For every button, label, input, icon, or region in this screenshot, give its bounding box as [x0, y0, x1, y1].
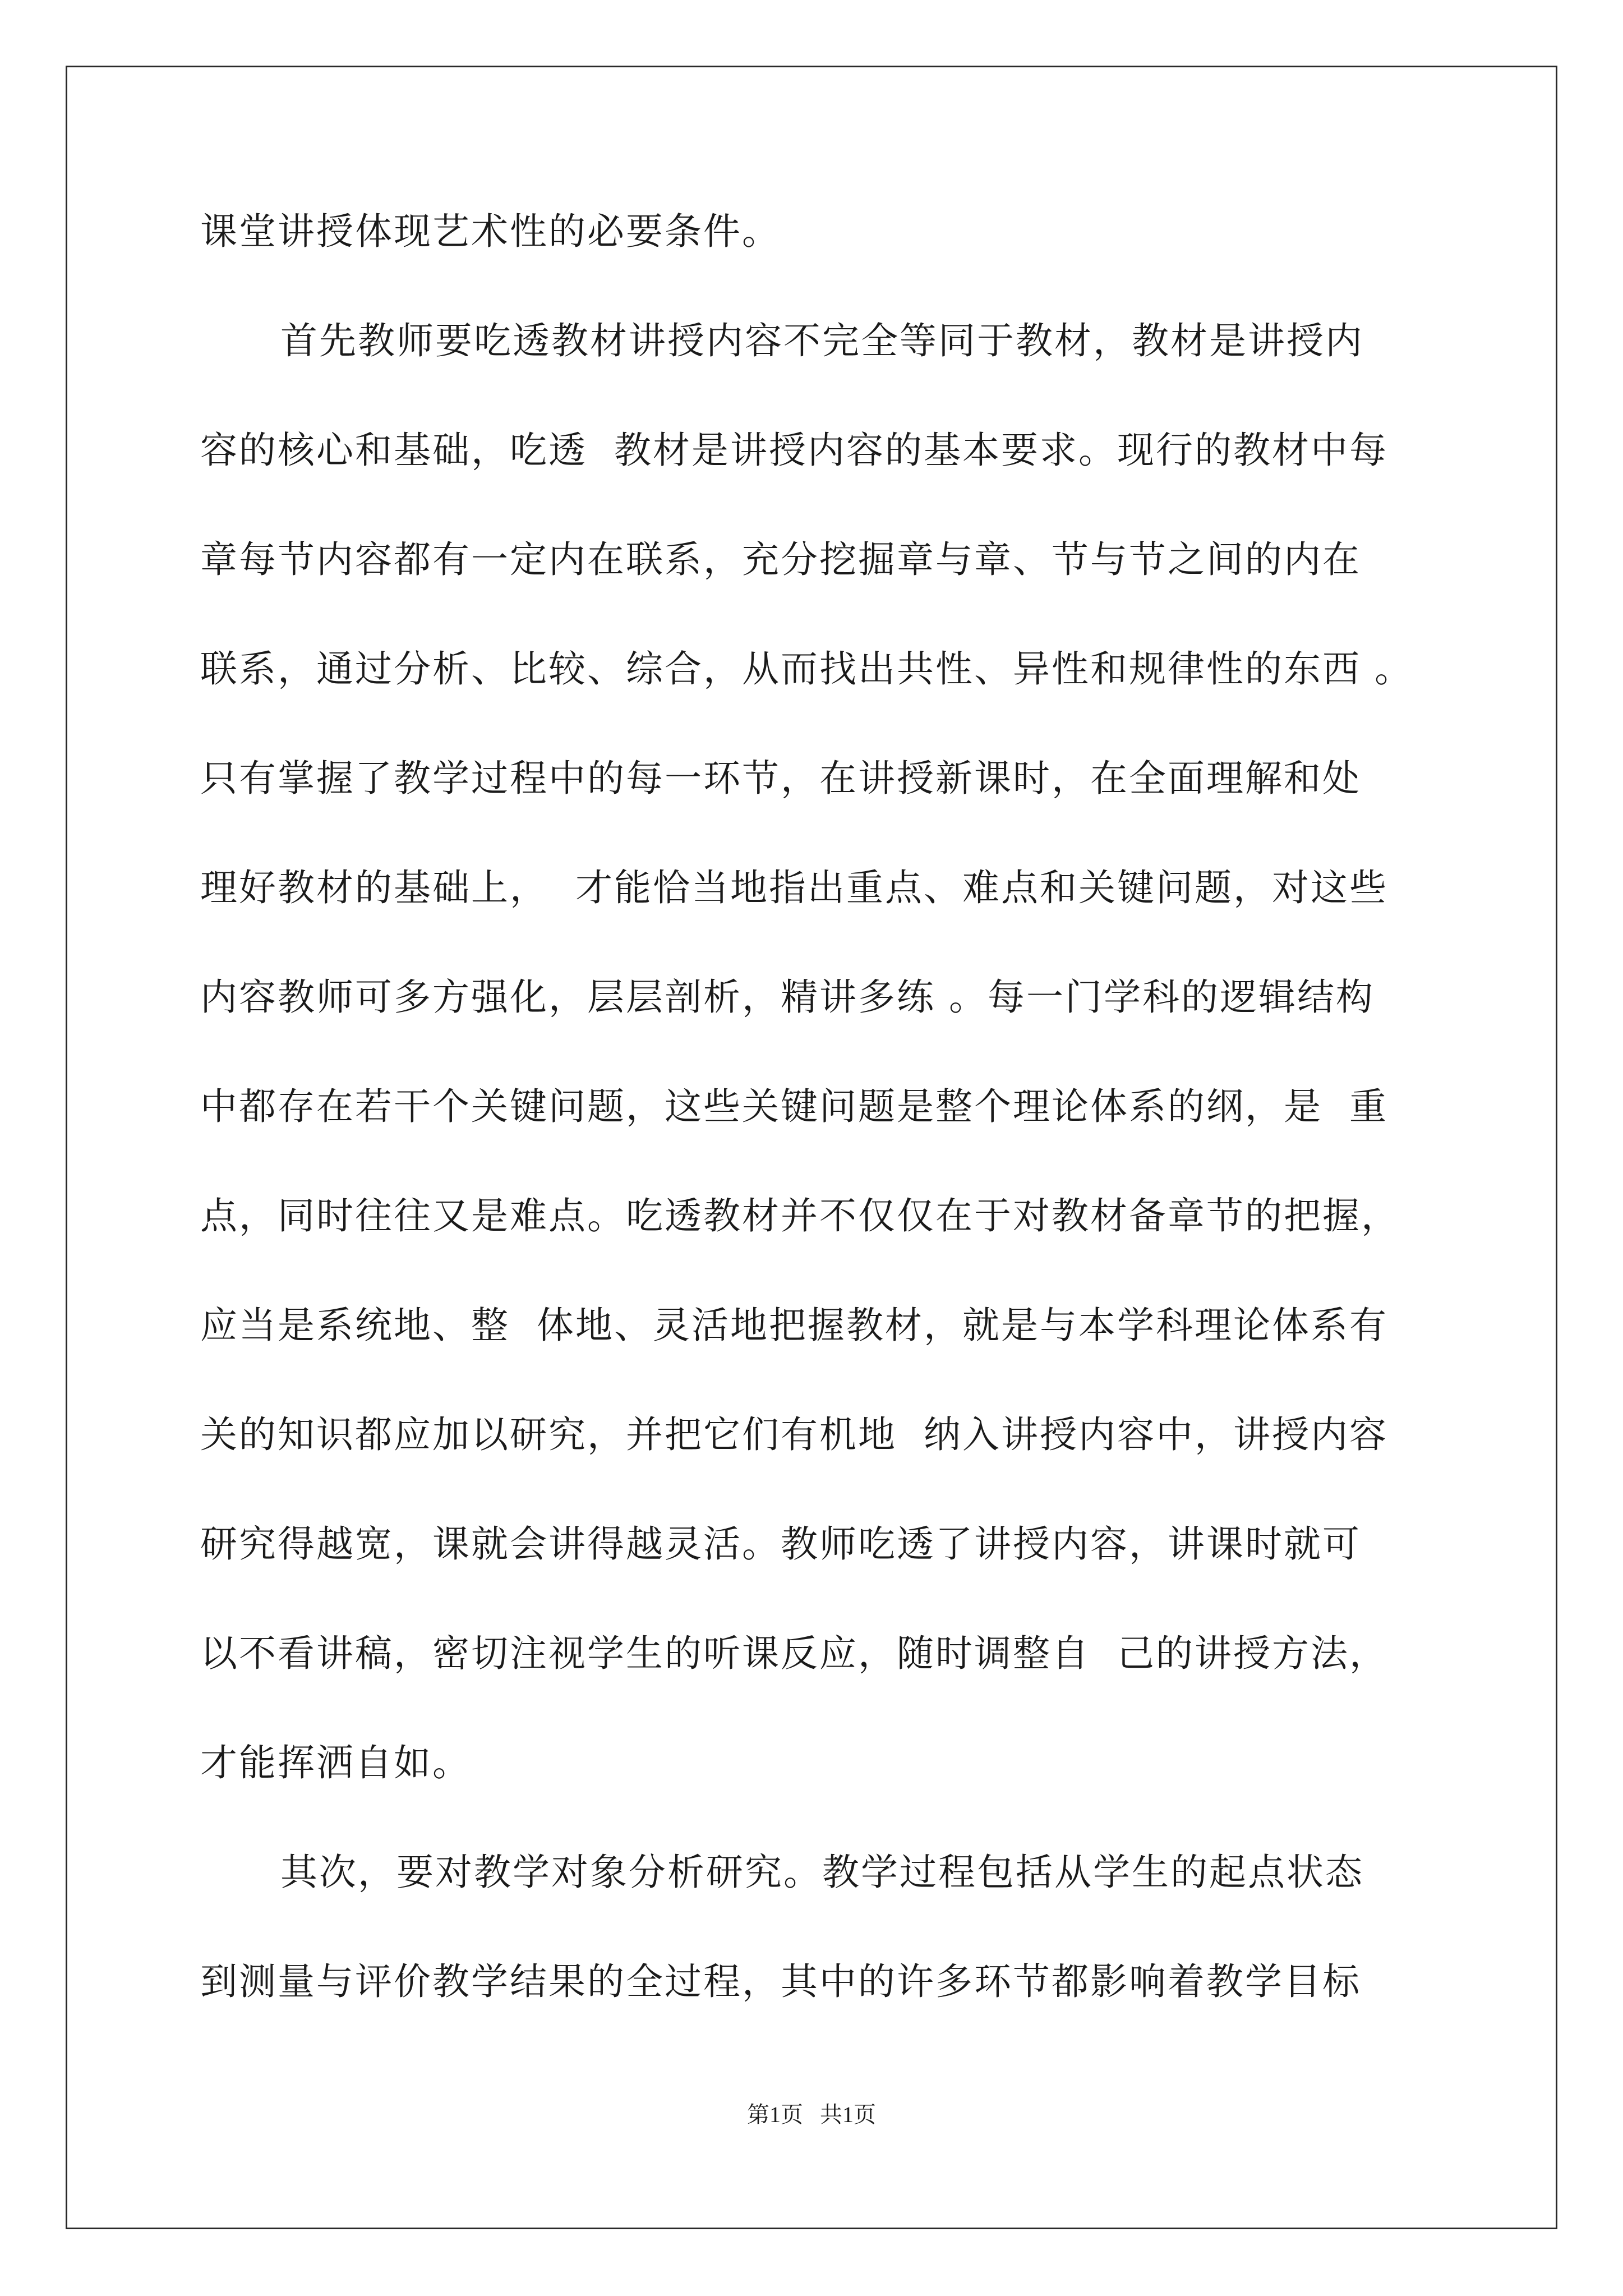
text-line: 章每节内容都有一定内在联系，充分挖掘章与章、节与节之间的内在: [200, 538, 1361, 581]
text-line: 首先教师要吃透教材讲授内容不完全等同于教材，教材是讲授内: [280, 319, 1364, 362]
text-line: 研究得越宽，课就会讲得越灵活。教师吃透了讲授内容，讲课时就可: [200, 1522, 1361, 1566]
text-line: 其次，要对教学对象分析研究。教学过程包括从学生的起点状态: [280, 1851, 1364, 1894]
text-line: 联系，通过分析、比较、综合，从而找出共性、异性和规律性的东西 。: [200, 647, 1413, 691]
text-line: 关的知识都应加以研究，并把它们有机地 纳入讲授内容中，讲授内容: [200, 1413, 1388, 1456]
text-line: 点，同时往往又是难点。吃透教材并不仅仅在于对教材备章节的把握，: [200, 1194, 1400, 1237]
document-body: [200, 210, 1428, 2073]
text-line: 课堂讲授体现艺术性的必要条件。: [200, 210, 781, 253]
text-line: 理好教材的基础上， 才能恰当地指出重点、难点和关键问题，对这些: [200, 866, 1388, 909]
text-line: 应当是系统地、整 体地、灵活地把握教材，就是与本学科理论体系有: [200, 1304, 1388, 1347]
text-line: 内容教师可多方强化，层层剖析，精讲多练 。每一门学科的逻辑结构: [200, 976, 1375, 1019]
text-line: 才能挥洒自如。: [200, 1741, 471, 1784]
text-line: 只有掌握了教学过程中的每一环节，在讲授新课时，在全面理解和处: [200, 757, 1361, 800]
text-line: 容的核心和基础，吃透 教材是讲授内容的基本要求。现行的教材中每: [200, 429, 1388, 472]
page-footer: 第1页 共1页: [747, 2102, 876, 2127]
text-line: 中都存在若干个关键问题，这些关键问题是整个理论体系的纲，是 重: [200, 1085, 1388, 1128]
text-line: 以不看讲稿，密切注视学生的听课反应，随时调整自 己的讲授方法，: [200, 1632, 1388, 1675]
text-line: 到测量与评价教学结果的全过程，其中的许多环节都影响着教学目标: [200, 1960, 1361, 2003]
